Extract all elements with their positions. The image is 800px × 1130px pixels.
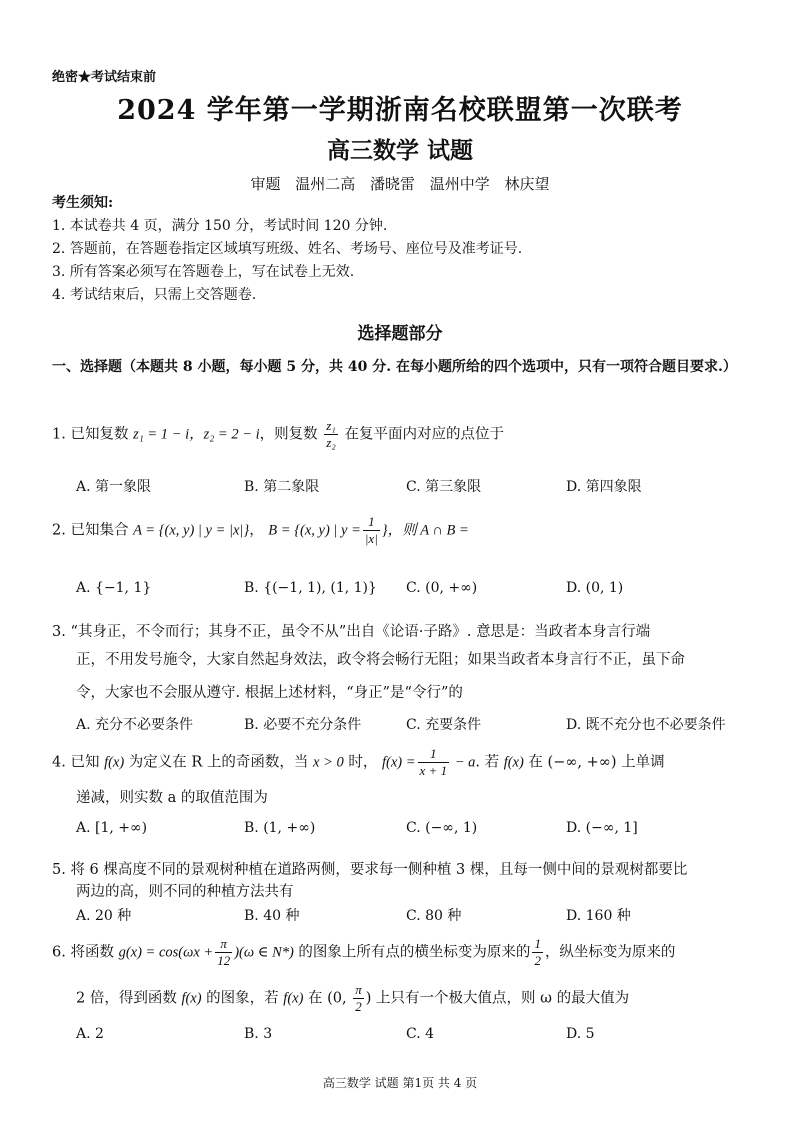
q4-fraction [418, 746, 450, 779]
part-one-heading: 一、选择题（本题共 8 小题，每小题 5 分，共 40 分. 在每小题所给的四个选项中，只有一项符合题目要求.） [52, 359, 737, 375]
q4-text: 时， [343, 754, 382, 771]
notice-item: 2. 答题前，在答题卷指定区域填写班级、姓名、考场号、座位号及准考证号. [52, 241, 523, 257]
q2-option-d: D. (0, 1) [566, 580, 624, 596]
q4-text: . 若 [475, 754, 504, 771]
q3-option-b: B. 必要不充分条件 [244, 717, 362, 733]
exam-subtitle: 高三数学 试题 [326, 137, 473, 164]
q6-text: 在 (0, [303, 990, 352, 1007]
q6-text: ，纵坐标变为原来的 [544, 944, 676, 961]
q6-text: 的图象上所有点的横坐标变为原来的 [293, 944, 531, 961]
q1-math: z₁ = 1 − i，z₂ = 2 − i [133, 426, 260, 443]
q5-option-d: D. 160 种 [566, 908, 631, 924]
q6-fraction [532, 936, 543, 969]
q2-option-c: C. (0, +∞) [406, 580, 478, 596]
q2-option-b: B. {(−1, 1), (1, 1)} [244, 580, 377, 596]
q4-option-a: A. [1, +∞) [76, 820, 148, 836]
q5-option-a: A. 20 种 [76, 908, 132, 924]
question-6 [52, 936, 675, 969]
fraction-numerator: π [215, 936, 232, 953]
q4-text: 在 (−∞, +∞) 上单调 [523, 754, 665, 771]
q3-option-d: D. 既不充分也不必要条件 [566, 717, 726, 733]
q4-math: f(x) [104, 754, 125, 771]
q6-option-b: B. 3 [244, 1026, 273, 1042]
q1-text: 在复平面内对应的点位于 [339, 426, 504, 443]
q5-option-b: B. 40 种 [244, 908, 300, 924]
q4-text: 4. 已知 [52, 754, 105, 771]
q2-text: ， [249, 522, 269, 539]
q6-text: 的图象，若 [201, 990, 284, 1007]
q4-math: x > 0 [313, 754, 344, 771]
q4-math: − a [451, 754, 476, 771]
q4-text: 为定义在 R 上的奇函数，当 [124, 754, 314, 771]
question-4-line: 递减，则实数 a 的取值范围为 [76, 790, 268, 806]
q2-option-a: A. {−1, 1} [76, 580, 152, 596]
fraction-numerator: 1 [363, 514, 380, 531]
q6-math: )(ω ∈ N*) [234, 944, 294, 961]
fraction-numerator: z₁ [326, 418, 336, 433]
fraction-numerator: π [355, 982, 362, 997]
q6-math: g(x) = cos(ωx + [118, 944, 214, 961]
q6-text: 2 倍，得到函数 [76, 990, 182, 1007]
q5-option-c: C. 80 种 [406, 908, 462, 924]
fraction-denominator: |x| [364, 531, 378, 546]
question-6-line [76, 982, 629, 1015]
question-4 [52, 746, 665, 779]
question-2 [52, 514, 469, 547]
page-footer: 高三数学 试题 第1页 共 4 页 [322, 1076, 478, 1090]
question-3-line: 3. “其身正，不令而行；其身不正，虽令不从”出自《论语·子路》. 意思是：当政者本身言行端 [52, 624, 651, 640]
q1-fraction [324, 418, 338, 451]
question-3-line: 正，不用发号施令，大家自然起身效法，政令将会畅行无阻；如果当政者本身言行不正，虽下命 [76, 652, 685, 668]
q1-option-c: C. 第三象限 [406, 479, 482, 495]
exam-title: 2024 学年第一学期浙南名校联盟第一次联考 [117, 95, 683, 126]
q4-math: f(x) = [382, 754, 416, 771]
q2-math: A = {(x, y) | y = |x|} [133, 522, 250, 539]
q4-option-b: B. (1, +∞) [244, 820, 316, 836]
confidential-label: 绝密★考试结束前 [52, 70, 157, 85]
fraction-denominator: x + 1 [419, 763, 448, 778]
q3-option-a: A. 充分不必要条件 [76, 717, 194, 733]
q1-option-b: B. 第二象限 [244, 479, 320, 495]
q1-text: 1. 已知复数 [52, 426, 134, 443]
notice-item: 4. 考试结束后，只需上交答题卷. [52, 287, 257, 303]
notice-item: 3. 所有答案必须写在答题卷上，写在试卷上无效. [52, 264, 355, 280]
q6-option-d: D. 5 [566, 1026, 595, 1042]
notice-item: 1. 本试卷共 4 页，满分 150 分，考试时间 120 分钟. [52, 218, 388, 234]
fraction-denominator: 2 [534, 953, 541, 968]
q4-option-c: C. (−∞, 1) [406, 820, 478, 836]
section-title: 选择题部分 [357, 324, 443, 344]
question-3-line: 令，大家也不会服从遵守. 根据上述材料，“身正”是“令行”的 [76, 685, 463, 701]
q1-option-a: A. 第一象限 [76, 479, 152, 495]
q6-text: 6. 将函数 [52, 944, 119, 961]
question-1 [52, 418, 504, 451]
q6-option-c: C. 4 [406, 1026, 435, 1042]
fraction-denominator: 12 [217, 953, 231, 968]
notice-title: 考生须知: [52, 195, 114, 211]
q4-option-d: D. (−∞, 1] [566, 820, 638, 836]
q1-text: ，则复数 [259, 426, 323, 443]
q6-text: ) 上只有一个极大值点，则 ω 的最大值为 [365, 990, 630, 1007]
fraction-numerator: 1 [534, 936, 541, 951]
q6-math: f(x) [181, 990, 202, 1007]
q6-fraction [353, 982, 364, 1015]
question-5-line: 5. 将 6 棵高度不同的景观树种植在道路两侧，要求每一侧种植 3 棵，且每一侧中间的景观树都要比 [52, 862, 688, 878]
fraction-denominator: z₂ [326, 435, 336, 450]
q2-text: 2. 已知集合 [52, 522, 134, 539]
fraction-numerator: 1 [418, 746, 450, 763]
q2-fraction [363, 514, 380, 547]
q1-option-d: D. 第四象限 [566, 479, 642, 495]
q3-option-c: C. 充要条件 [406, 717, 482, 733]
question-5-line: 两边的高，则不同的种植方法共有 [76, 884, 294, 900]
fraction-denominator: 2 [355, 999, 362, 1014]
q4-math: f(x) [503, 754, 524, 771]
q2-math: B = {(x, y) | y = [268, 522, 361, 539]
reviewers-line: 审题 温州二高 潘晓雷 温州中学 林庆望 [250, 175, 550, 193]
q6-option-a: A. 2 [76, 1026, 104, 1042]
q6-math: f(x) [283, 990, 304, 1007]
q6-fraction [215, 936, 232, 969]
q2-math: }，则 A ∩ B = [381, 522, 469, 539]
